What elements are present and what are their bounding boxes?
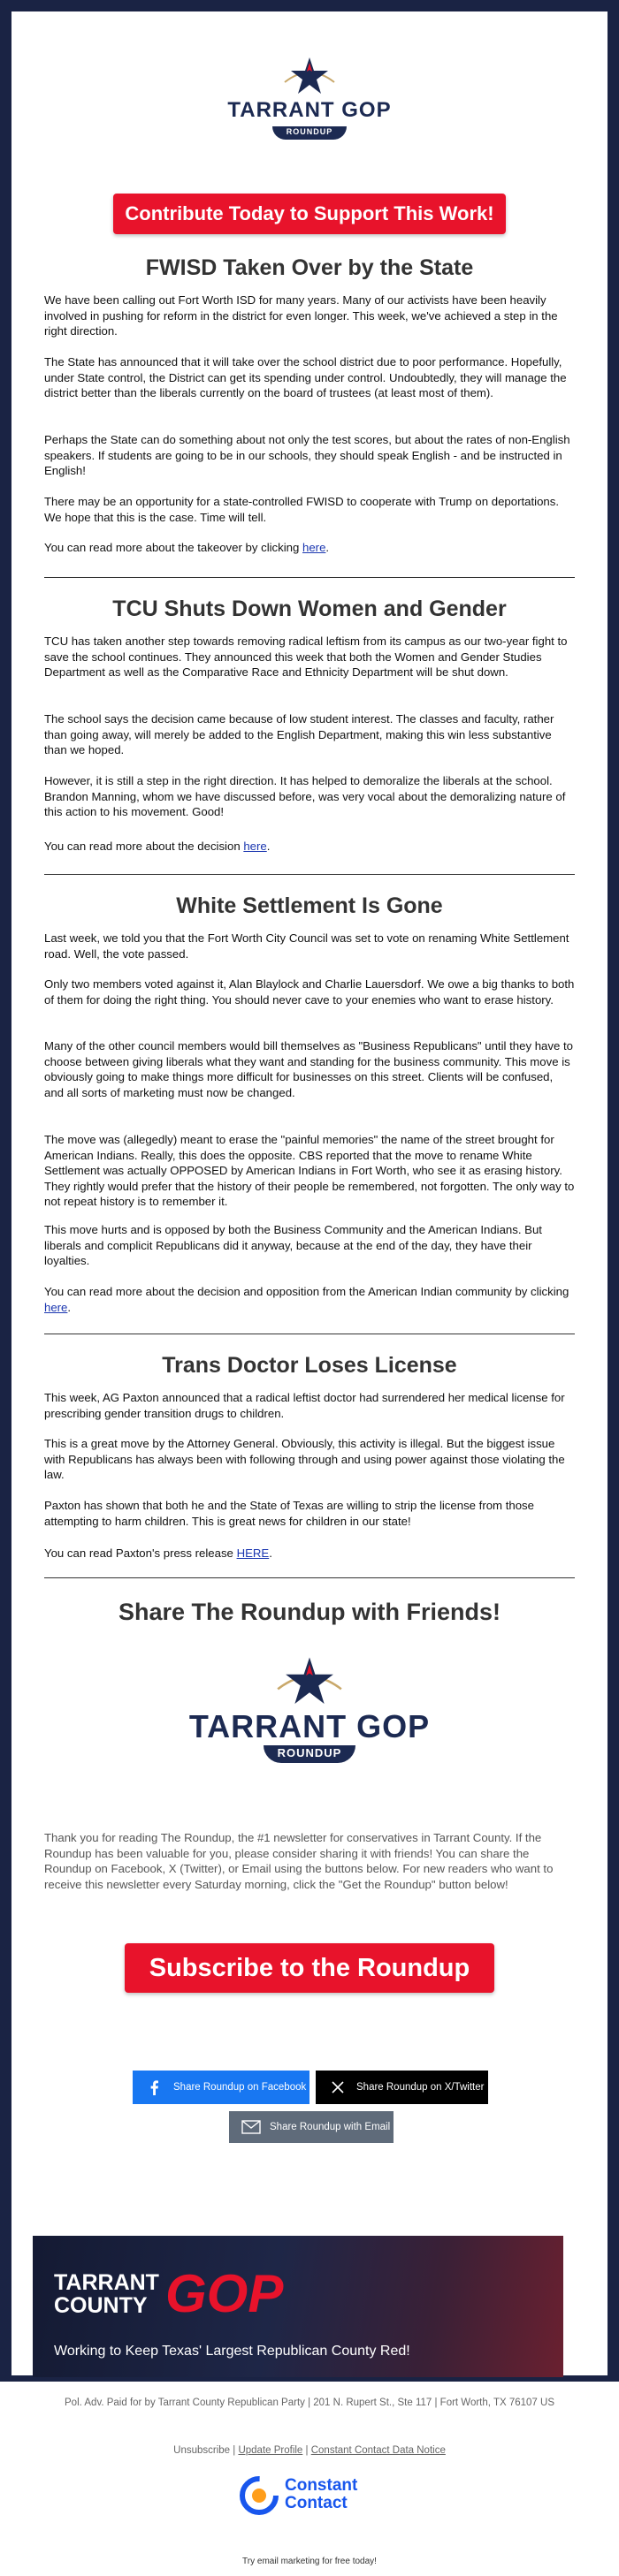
link-prefix: You can read more about the takeover by clicking [44,541,303,554]
divider [44,1577,575,1578]
banner-line1: TARRANT [54,2270,159,2295]
section-paragraph: TCU has taken another step towards removing radical leftism from its campus as our two-year fight to save the school continues. They announced this week that both the Women and Gender Studies Department as well as the Comparative Race and Ethnicity Department will be shut down. [44,635,568,679]
contribute-button[interactable]: Contribute Today to Support This Work! [113,194,506,234]
share-title: Share The Roundup with Friends! [118,1599,501,1625]
tarrant-county-gop-banner [33,2236,563,2377]
section-paragraph: Only two members voted against it, Alan Blaylock and Charlie Lauersdorf. We owe a big thanks to both of them for doing the right thing. You should never cave to your enemies who want to erase history. [44,977,575,1007]
disclaimer: Pol. Adv. Paid for by Tarrant County Republican Party | 201 N. Rupert St., Ste 117 | Fort Worth, TX 76107 US [65,2397,554,2408]
link-suffix: . [269,1546,272,1560]
share-twitter-label: Share Roundup on X/Twitter [356,2082,485,2093]
divider [44,874,575,875]
read-more-link[interactable]: here [44,1300,68,1314]
section-paragraph: The move was (allegedly) meant to erase the "painful memories" the name of the street brought for American Indians. Really, this does the opposite. CBS reported that the move to rename White Settlement was actually OPPOSED by American Indians in Fort Worth, who see it as erasing history. They rightly would prefer that the history of their people be remembered, not forgotten. The only way to not repeat history is to remember it. [44,1133,575,1208]
email-footer [0,2382,619,2576]
separator: | [233,2445,239,2456]
cc-brand-line1: Constant [285,2476,358,2495]
share-facebook-label: Share Roundup on Facebook [173,2082,307,2093]
link-suffix: . [325,541,330,554]
footer-links [0,2445,619,2456]
section-paragraph: This move hurts and is opposed by both the Business Community and the American Indians. But liberals and complicit Republicans did it anyway, because at the end of the day, they have their loyalties. [44,1223,542,1267]
link-suffix: . [67,1300,72,1314]
constant-contact-logo[interactable] [239,2473,389,2518]
press-release-link[interactable]: HERE [236,1546,270,1560]
logo-subtitle: ROUNDUP [264,1745,356,1763]
logo-subtitle: ROUNDUP [272,126,348,140]
cc-brand-line2: Contact [285,2494,348,2512]
logo-title: TARRANT GOP [227,98,392,122]
banner-title [54,2271,159,2317]
section-title-fwisd: FWISD Taken Over by the State [145,255,474,280]
section-link-line [44,540,575,556]
section-paragraph: We have been calling out Fort Worth ISD for many years. Many of our activists have been heavily involved in pushing for reform in the district for even longer. This week, we've achieved a step in the right direction. [44,293,558,338]
newsletter-card [11,11,608,2375]
link-suffix: . [266,840,271,853]
section-paragraph: Last week, we told you that the Fort Worth City Council was set to vote on renaming White Settlement road. Well, the vote passed. [44,931,569,961]
section-paragraph: The State has announced that it will take over the school district due to poor performance. Hopefully, under State control, the District can get its spending under control. Undoubtedly, they will manage the district better than the liberals currently on the board of trustees (at least most of them). [44,355,567,399]
share-body: Thank you for reading The Roundup, the #1 newsletter for conservatives in Tarrant County. If the Roundup has been valuable for you, please consider sharing it with friends! You can share the Roundup on Facebook, X (Twitter), or Email using the buttons below. For new readers who want to receive this newsletter every Saturday morning, click the "Get the Roundup" button below! [44,1831,554,1891]
section-link-line [44,1284,575,1315]
share-email-button[interactable] [229,2111,394,2143]
subscribe-button[interactable]: Subscribe to the Roundup [125,1943,494,1993]
share-facebook-button[interactable] [133,2071,310,2104]
section-title-tcu: TCU Shuts Down Women and Gender [112,597,507,621]
section-title-white-settlement: White Settlement Is Gone [176,893,443,918]
section-paragraph: Many of the other council members would bill themselves as "Business Republicans" until they have to choose between giving liberals what they want and standing for the business community. This move is obviously going to make things more difficult for businesses on this street. Clients will be confused, and all sorts of marketing must now be changed. [44,1039,573,1099]
link-prefix: You can read Paxton's press release [44,1546,237,1560]
logo-title: TARRANT GOP [188,1708,431,1744]
constant-contact-icon [239,2475,279,2516]
section-paragraph: This is a great move by the Attorney General. Obviously, this activity is illegal. But the biggest issue with Republicans has always been with following through and using power against those violating the law. [44,1437,565,1481]
star-icon [270,1655,349,1712]
section-link-line [44,1546,575,1562]
banner-line2: COUNTY [54,2293,148,2318]
separator: | [305,2445,311,2456]
read-more-link[interactable]: here [243,840,267,853]
tarrant-gop-logo-large [11,1655,608,1763]
data-notice-link[interactable]: Constant Contact Data Notice [310,2445,446,2456]
divider [44,577,575,578]
tarrant-gop-logo [11,56,608,140]
x-logo-icon [328,2078,348,2097]
share-email-label: Share Roundup with Email [270,2122,391,2132]
read-more-link[interactable]: here [302,541,326,554]
section-paragraph: Paxton has shown that both he and the State of Texas are willing to strip the license from those attempting to harm children. This is great news for children in our state! [44,1499,534,1528]
link-prefix: You can read more about the decision and opposition from the American Indian community by clicking [44,1285,569,1298]
facebook-icon [145,2078,164,2097]
star-icon [283,56,336,100]
section-paragraph: The school says the decision came because of low student interest. The classes and faculty, rather than going away, will merely be added to the English Department, making this win less substantive than we hoped. [44,712,554,756]
section-title-trans-doctor: Trans Doctor Loses License [162,1353,457,1378]
section-link-line [44,839,575,855]
section-paragraph: This week, AG Paxton announced that a radical leftist doctor had surrendered her medical license for prescribing gender transition drugs to children. [44,1391,565,1420]
link-prefix: You can read more about the decision [44,840,244,853]
section-paragraph: Perhaps the State can do something about not only the test scores, but about the rates of non-English speakers. If students are going to be in our schools, they should speak English - and be instructed in English! [44,433,570,477]
banner-tagline: Working to Keep Texas' Largest Republican County Red! [54,2344,410,2359]
section-paragraph: However, it is still a step in the right direction. It has helped to demoralize the liberals at the school. Brandon Manning, whom we have discussed before, was very vocal about the demoralizing nature of this action to his movement. Good! [44,774,566,818]
update-profile-link[interactable]: Update Profile [238,2445,303,2456]
envelope-icon [241,2117,261,2137]
share-twitter-button[interactable] [316,2071,488,2104]
unsubscribe-link[interactable]: Unsubscribe [173,2445,231,2456]
banner-gop: GOP [165,2264,284,2323]
section-paragraph: There may be an opportunity for a state-controlled FWISD to cooperate with Trump on deportations. We hope that this is the case. Time will tell. [44,495,560,524]
cc-tagline: Try email marketing for free today! [242,2557,377,2566]
